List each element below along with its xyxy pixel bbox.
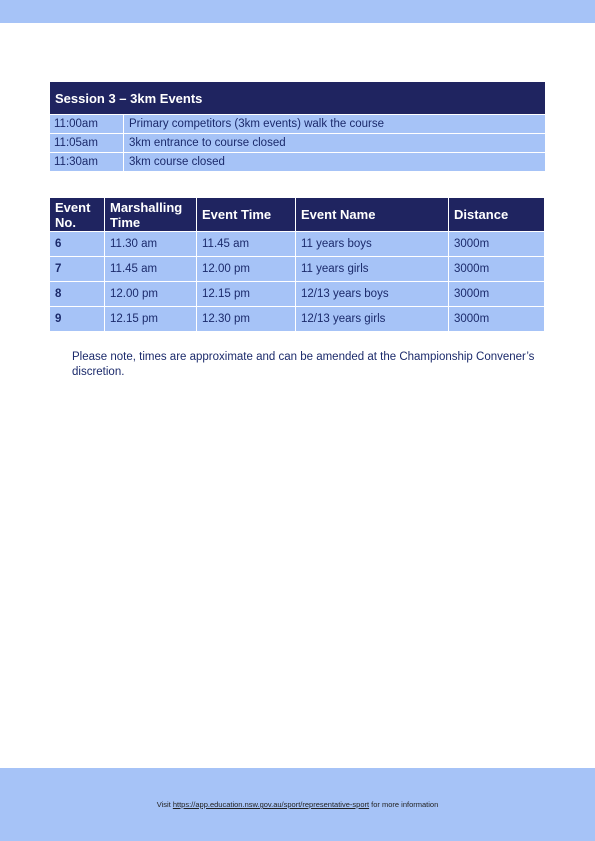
footer-prefix: Visit — [156, 800, 173, 809]
event-distance: 3000m — [449, 257, 544, 281]
event-distance: 3000m — [449, 307, 544, 331]
events-header-row — [50, 198, 545, 231]
event-name: 11 years girls — [296, 257, 448, 281]
session-description: 3km entrance to course closed — [124, 134, 545, 152]
header-marshalling-line1: Marshalling — [110, 199, 183, 215]
event-no: 8 — [50, 282, 104, 306]
header-event-name: Event Name — [296, 198, 448, 231]
event-distance: 3000m — [449, 232, 544, 256]
session-time: 11:00am — [50, 115, 123, 133]
event-time: 12.00 pm — [197, 257, 295, 281]
event-no: 9 — [50, 307, 104, 331]
event-distance: 3000m — [449, 282, 544, 306]
event-time: 11.45 am — [197, 232, 295, 256]
disclaimer-note: Please note, times are approximate and can be amended at the Championship Convener’s discretion. — [72, 351, 535, 378]
marshalling-time: 12.00 pm — [105, 282, 196, 306]
session-title: Session 3 – 3km Events — [50, 82, 545, 114]
event-name: 12/13 years girls — [296, 307, 448, 331]
table-row — [50, 282, 545, 306]
event-no: 6 — [50, 232, 104, 256]
event-name: 11 years boys — [296, 232, 448, 256]
events-table — [50, 198, 545, 332]
session-time: 11:05am — [50, 134, 123, 152]
session-description: Primary competitors (3km events) walk the course — [124, 115, 545, 133]
event-time: 12.30 pm — [197, 307, 295, 331]
marshalling-time: 11.30 am — [105, 232, 196, 256]
event-no: 7 — [50, 257, 104, 281]
footer — [0, 800, 595, 809]
session-row — [50, 134, 545, 152]
header-band — [0, 0, 595, 23]
event-time: 12.15 pm — [197, 282, 295, 306]
header-marshalling-line2: Time — [110, 214, 141, 230]
session-row — [50, 115, 545, 133]
session-row — [50, 153, 545, 171]
footer-link[interactable]: https://app.education.nsw.gov.au/sport/representative-sport — [172, 800, 370, 809]
footer-suffix: for more information — [369, 800, 439, 809]
session-description: 3km course closed — [124, 153, 545, 171]
session-time: 11:30am — [50, 153, 123, 171]
table-row — [50, 307, 545, 331]
marshalling-time: 12.15 pm — [105, 307, 196, 331]
header-marshalling-time — [105, 198, 196, 231]
table-row — [50, 232, 545, 256]
header-event-no-line1: Event — [55, 199, 91, 215]
header-distance: Distance — [449, 198, 544, 231]
header-event-no — [50, 198, 104, 231]
session-table — [50, 82, 545, 171]
marshalling-time: 11.45 am — [105, 257, 196, 281]
event-name: 12/13 years boys — [296, 282, 448, 306]
table-row — [50, 257, 545, 281]
header-event-time: Event Time — [197, 198, 295, 231]
header-event-no-line2: No. — [55, 214, 76, 230]
